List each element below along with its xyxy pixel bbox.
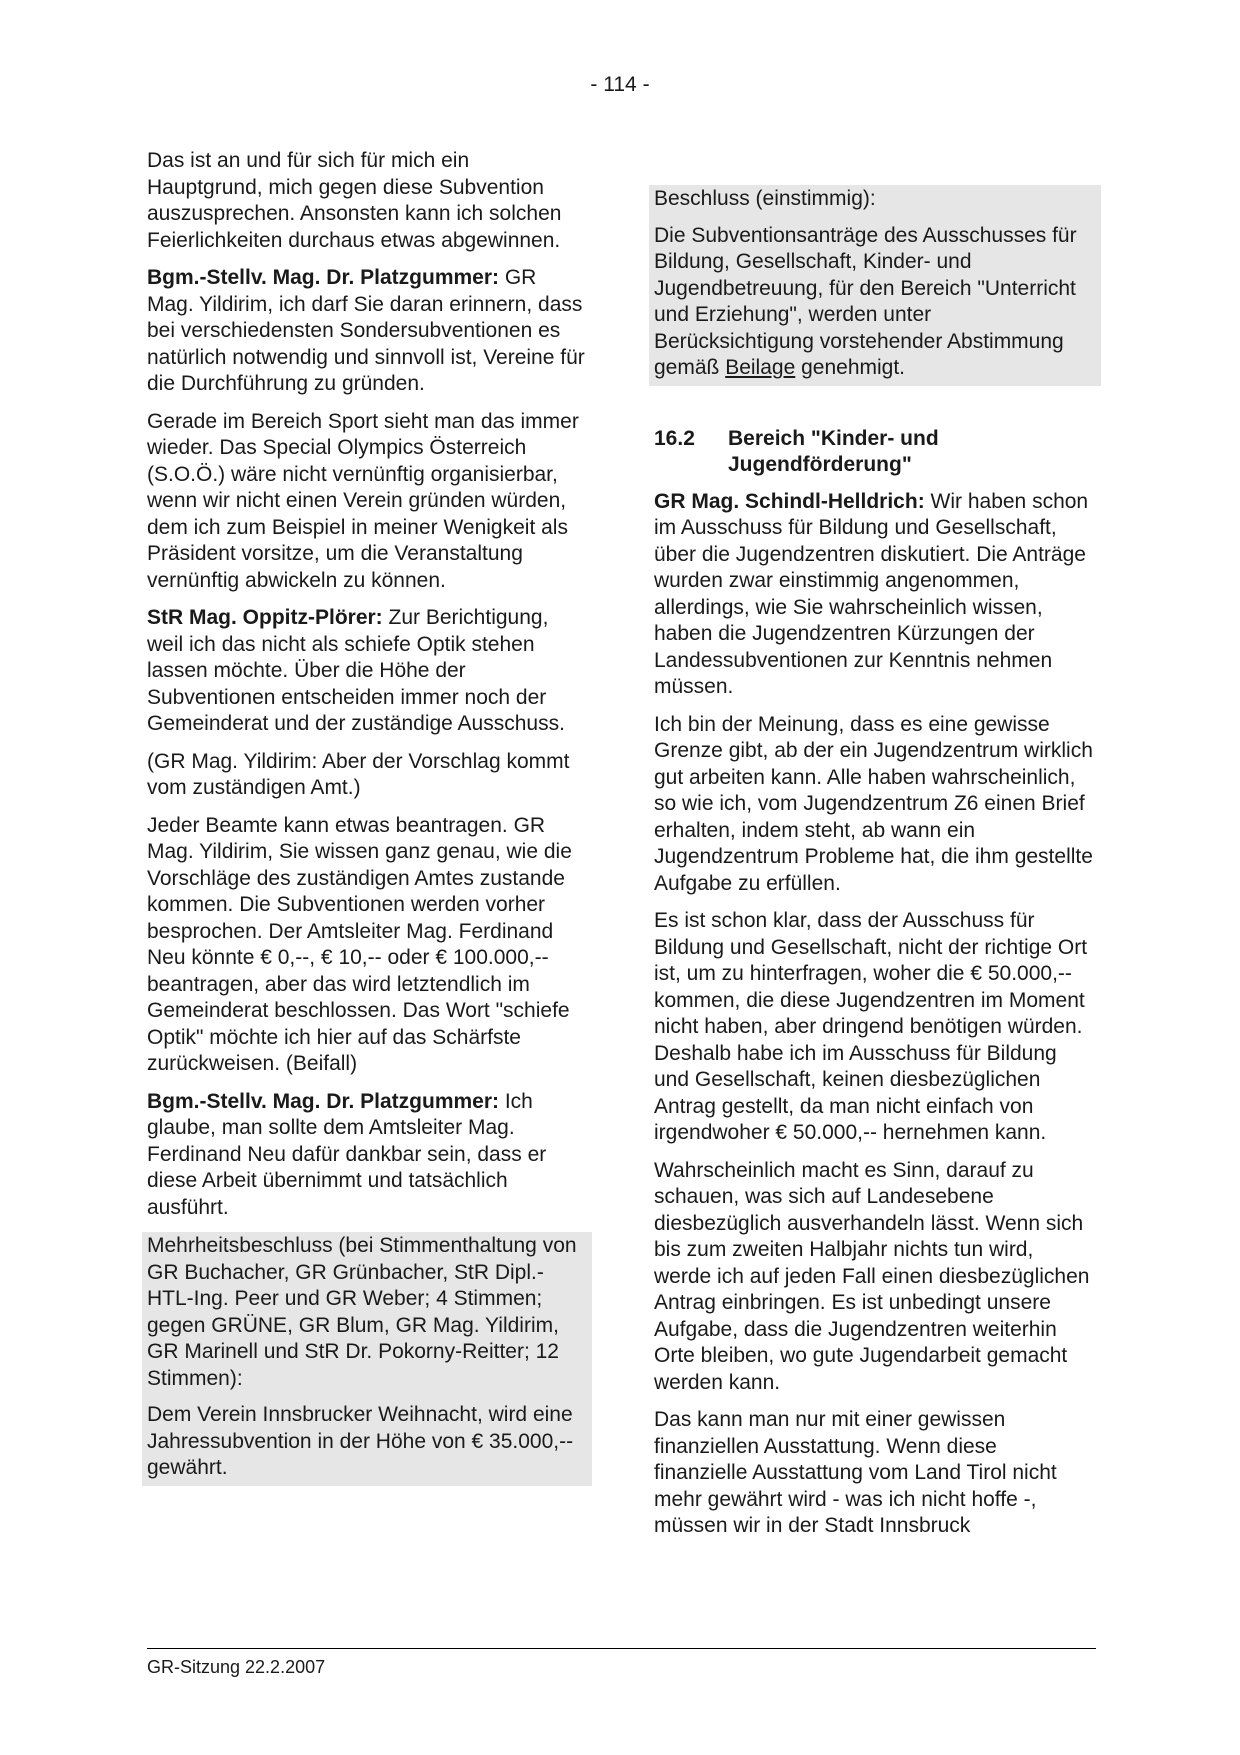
paragraph: Wahrscheinlich macht es Sinn, darauf zu schauen, was sich auf Landesebene diesbezüglich ausverhandeln lässt. Wenn sich bis zum zweiten Halbjahr nichts tun wird, werde ich auf jeden Fall einen diesbezüglichen Antrag einbringen. Es ist unbedingt unsere Aufgabe, dass die Jugendzentren weiterhin Orte bleiben, wo gute Jugendarbeit gemacht werden kann. [654,1158,1090,1394]
speaker-name: GR Mag. Schindl-Helldrich: [654,489,925,513]
footer-rule [147,1648,1096,1649]
page-number: - 114 - [590,73,650,96]
resolution-box [649,185,1101,386]
left-column [147,148,587,1486]
beilage-link[interactable]: Beilage [725,356,796,379]
paragraph: Das ist an und für sich für mich ein Hauptgrund, mich gegen diese Subvention auszusprechen. Ansonsten kann ich solchen Feierlichkeiten durchaus etwas abgewinnen. [147,149,562,252]
speech-paragraph [147,605,587,738]
speech-paragraph [147,1089,587,1222]
paragraph: Es ist schon klar, dass der Ausschuss für Bildung und Gesellschaft, nicht der richtige Ort ist, um zu hinterfragen, woher die € 50.000,-- kommen, die diese Jugendzentren im Moment nicht haben, aber dringend benötigen würden. Deshalb habe ich im Ausschuss für Bildung und Gesellschaft, keinen diesbezüglichen Antrag gestellt, da man nicht einfach von irgendwoher € 50.000,-- hernehmen kann. [654,909,1088,1144]
speaker-name: Bgm.-Stellv. Mag. Dr. Platzgummer: [147,1089,500,1113]
speech-text: Wir haben schon im Ausschuss für Bildung und Gesellschaft, über die Jugendzentren diskutiert. Die Anträge wurden zwar einstimmig angenommen, allerdings, wie Sie wahrscheinlich wissen, haben die Jugendzentren Kürzungen der Landessubventionen zur Kenntnis nehmen müssen. [654,489,1089,698]
section-title: Bereich "Kinder- und Jugendförderung" [728,426,939,476]
footer: GR-Sitzung 22.2.2007 [147,1657,326,1677]
resolution-text [654,223,1096,382]
speaker-name: Bgm.-Stellv. Mag. Dr. Platzgummer: [147,266,500,289]
speech-paragraph [147,265,587,398]
speech-text: GR Mag. Yildirim, ich darf Sie daran erinnern, dass bei verschiedensten Sondersubventionen es natürlich notwendig und sinnvoll ist, Vereine für die Durchführung zu gründen. [147,266,585,395]
section-number: 16.2 [654,426,695,450]
right-column [654,148,1096,1551]
resolution-body: Die Subventionsanträge des Ausschusses für Bildung, Gesellschaft, Kinder- und Jugendbetreuung, für den Bereich "Unterricht und Erziehung", werden unter Berücksichtigung vorstehender Abstimmung gemäß [654,223,1077,379]
resolution-text: Dem Verein Innsbrucker Weihnacht, wird eine Jahressubvention in der Höhe von € 35.000,-- gewährt. [147,1403,574,1479]
resolution-vote: Mehrheitsbeschluss (bei Stimmenthaltung von GR Buchacher, GR Grünbacher, StR Dipl.-HTL-Ing. Peer und GR Weber; 4 Stimmen; gegen GRÜNE, GR Blum, GR Mag. Yildirim, GR Marinell und StR Dr. Pokorny-Reitter; 12 Stimmen): [147,1234,577,1390]
paragraph: Jeder Beamte kann etwas beantragen. GR Mag. Yildirim, Sie wissen ganz genau, wie die Vorschläge des zuständigen Amtes zustande kommen. Die Subventionen werden vorher besprochen. Der Amtsleiter Mag. Ferdinand Neu könnte € 0,--, € 10,-- oder € 100.000,-- beantragen, aber das wird letztendlich im Gemeinderat beschlossen. Das Wort "schiefe Optik" möchte ich hier auf das Schärfste zurückweisen. (Beifall) [147,813,572,1075]
resolution-vote: Beschluss (einstimmig): [654,187,876,210]
speech-text: Ich glaube, man sollte dem Amtsleiter Mag. Ferdinand Neu dafür dankbar sein, dass er diese Arbeit übernimmt und tatsächlich ausführt. [147,1089,547,1219]
paragraph: Gerade im Bereich Sport sieht man das immer wieder. Das Special Olympics Österreich (S.O.Ö.) wäre nicht vernünftig organisierbar, wenn wir nicht einen Verein gründen würden, dem ich zum Beispiel in meiner Wenigkeit als Präsident vorsitze, um die Veranstaltung vernünftig abwickeln zu können. [147,409,579,592]
speech-text: Zur Berichtigung, weil ich das nicht als schiefe Optik stehen lassen möchte. Über die Höhe der Subventionen entscheiden immer noch der Gemeinderat und der zuständige Ausschuss. [147,606,565,735]
speech-paragraph [654,489,1096,701]
paragraph: Ich bin der Meinung, dass es eine gewisse Grenze gibt, ab der ein Jugendzentrum wirklich gut arbeiten kann. Alle haben wahrscheinlich, so wie ich, vom Jugendzentrum Z6 einen Brief erhalten, indem steht, ab wann ein Jugendzentrum Probleme hat, die ihm gestellte Aufgabe zu erfüllen. [654,712,1093,895]
resolution-box [142,1232,592,1486]
paragraph: Das kann man nur mit einer gewissen finanziellen Ausstattung. Wenn diese finanzielle Ausstattung vom Land Tirol nicht mehr gewährt wird - was ich nicht hoffe -, müssen wir in der Stadt Innsbruck [654,1408,1057,1537]
speaker-name: StR Mag. Oppitz-Plörer: [147,606,383,629]
interjection: (GR Mag. Yildirim: Aber der Vorschlag kommt vom zuständigen Amt.) [147,749,570,799]
section-heading [654,426,1096,479]
resolution-end: genehmigt. [795,356,906,379]
